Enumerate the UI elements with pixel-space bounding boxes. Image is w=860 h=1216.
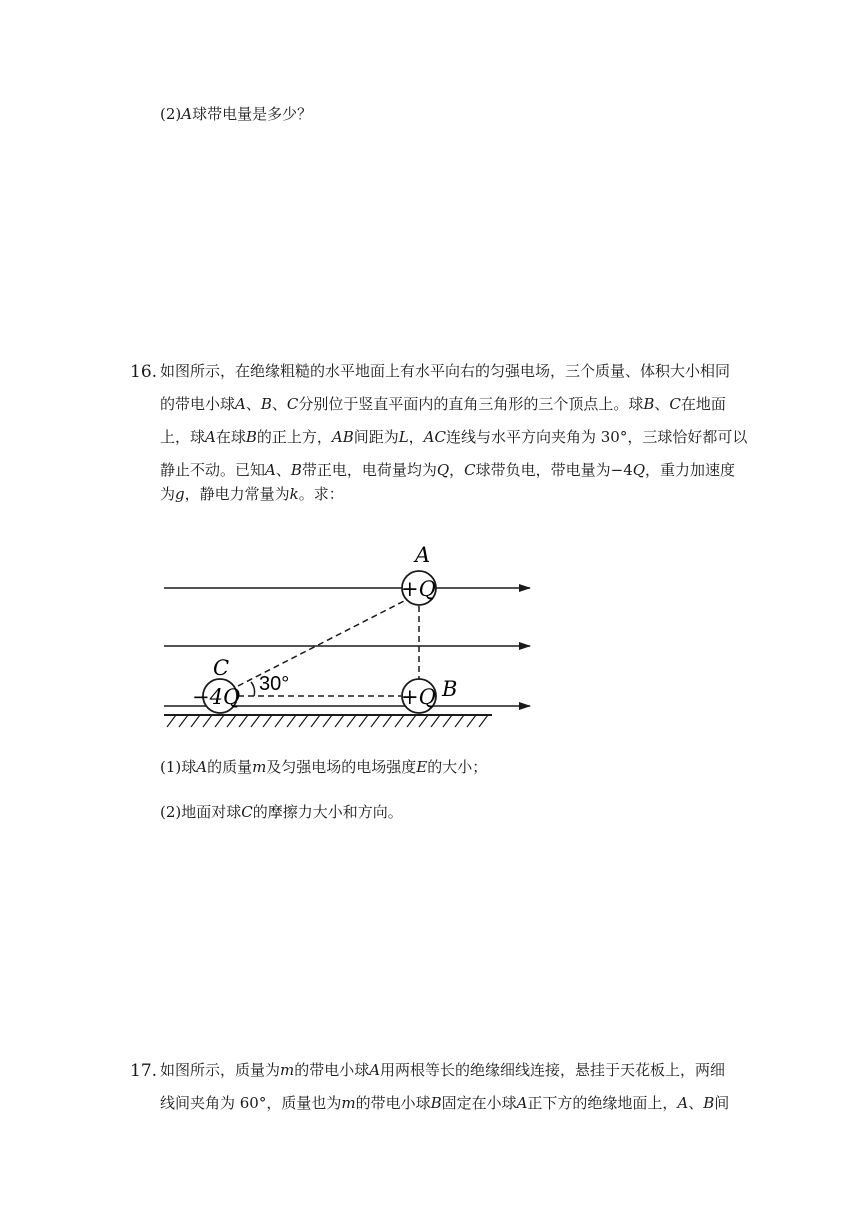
problem-17-line-1: 如图所示，质量为𝑚的带电小球𝐴用两根等长的绝缘细线连接，悬挂于天花板上，两细 [160,1061,726,1079]
problem-17-number: 17. [130,1061,158,1081]
angle-label: 30° [259,673,290,695]
electric-field-diagram [150,538,545,738]
problem-16-line-5: 为𝑔，静电力常量为𝑘。求： [160,485,344,503]
problem-16-sub-2: (2)地面对球𝐶的摩擦力大小和方向。 [160,803,403,821]
problem-17-line-2: 线间夹角为 60°，质量也为𝑚的带电小球𝐵固定在小球𝐴正下方的绝缘地面上，𝐴、𝐵间 [160,1094,730,1112]
charge-C: −4Q [192,685,241,709]
label-C: C [213,656,230,680]
question-2-text: (2)𝐴球带电量是多少？ [160,105,313,123]
ground-hatching [167,715,488,727]
problem-16-line-2: 的带电小球𝐴、𝐵、𝐶分别位于竖直平面内的直角三角形的三个顶点上。球𝐵、𝐶在地面 [160,395,726,413]
problem-16-line-3: 上，球𝐴在球𝐵的正上方，𝐴𝐵间距为𝐿，𝐴𝐶连线与水平方向夹角为 30°，三球恰好都可以 [160,428,748,446]
charge-B: +Q [401,685,436,709]
label-B: B [442,677,458,701]
angle-arc [251,682,255,696]
problem-16-line-4: 静止不动。已知𝐴、𝐵带正电，电荷量均为𝑄，𝐶球带负电，带电量为−4𝑄，重力加速度 [160,461,736,479]
problem-16-sub-1: (1)球𝐴的质量𝑚及匀强电场的电场强度𝐸的大小； [160,758,488,776]
problem-16-number: 16. [130,362,158,382]
charge-A: +Q [401,577,436,601]
problem-16-line-1: 如图所示，在绝缘粗糙的水平地面上有水平向右的匀强电场，三个质量、体积大小相同 [160,362,731,380]
label-A: A [415,543,431,567]
